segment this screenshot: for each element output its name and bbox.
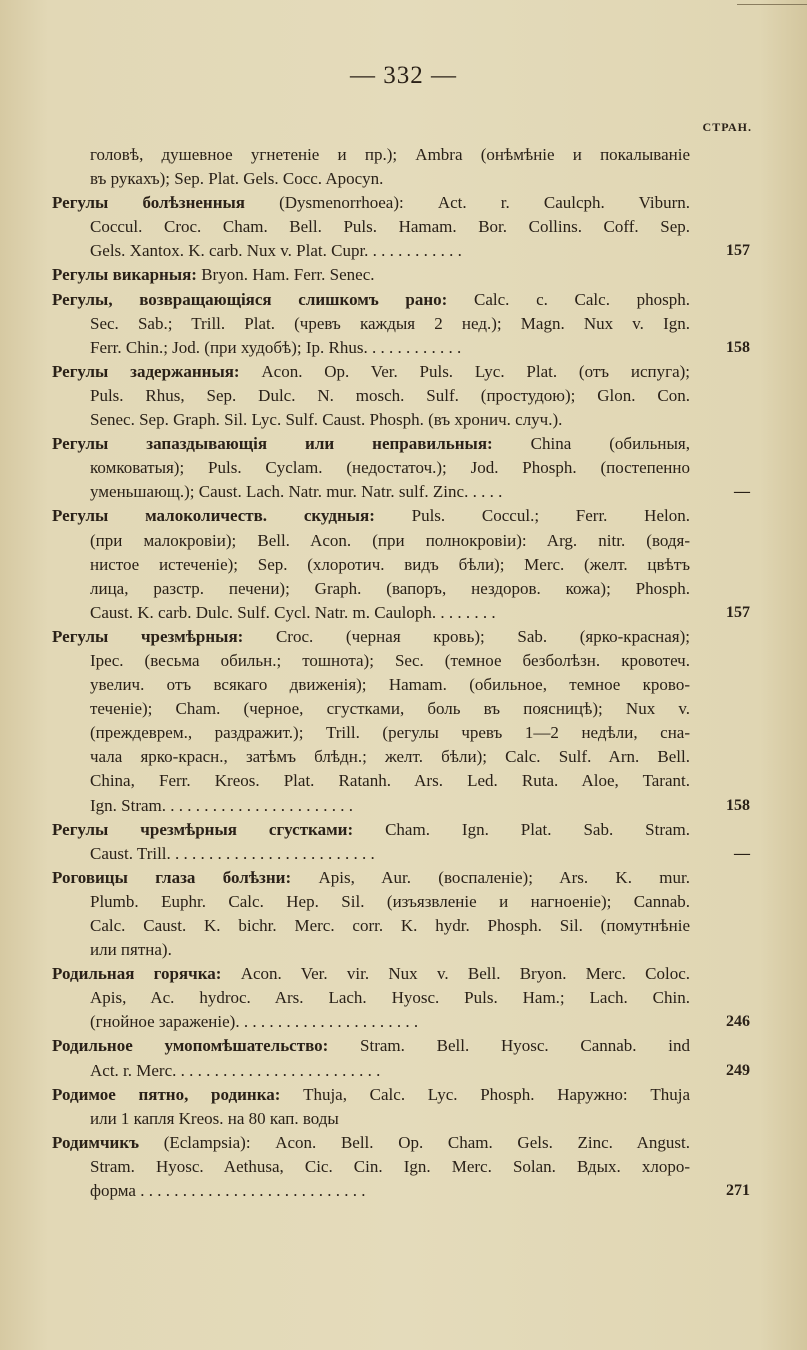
page-reference: 157 bbox=[726, 242, 750, 260]
index-entry bbox=[52, 432, 762, 504]
entry-line bbox=[52, 601, 762, 625]
page-number: — 332 — bbox=[350, 62, 457, 89]
entry-line-text: Caust. Trill. . . . . . . . . . . . . . . . . . . . . . . . . bbox=[90, 843, 375, 863]
entry-line bbox=[52, 938, 762, 962]
entry-line-text: Ign. Stram. . . . . . . . . . . . . . . . . . . . . . . bbox=[90, 795, 354, 815]
entry-line-text: Gels. Xantox. K. carb. Nux v. Plat. Cupr. . . . . . . . . . . . bbox=[90, 241, 462, 261]
index-entries bbox=[52, 143, 762, 1203]
page-reference: — bbox=[734, 844, 750, 862]
entry-headword: Регулы малоколичеств. скудныя: bbox=[52, 506, 412, 526]
entry-headword: Регулы задержанныя: bbox=[52, 361, 262, 381]
entry-line bbox=[52, 794, 762, 818]
entry-line-text: Stram. Hyosc. Aethusa, Cic. Cin. Ign. Merc. Solan. Вдых. хлоро- bbox=[90, 1156, 690, 1176]
entry-line-text bbox=[52, 504, 690, 528]
entry-line-text bbox=[52, 1034, 690, 1058]
entry-line bbox=[52, 673, 762, 697]
entry-line-text: комковатыя); Puls. Cyclam. (недостаточ.); Jod. Phosph. (постепенно bbox=[90, 458, 690, 478]
entry-text: Cham. Ign. Plat. Sab. Stram. bbox=[385, 819, 691, 839]
entry-line bbox=[52, 745, 762, 769]
entry-text: (Eclampsia): Acon. Bell. Op. Cham. Gels. Zinc. Angust. bbox=[163, 1132, 690, 1152]
entry-line-text: или пятна). bbox=[90, 940, 172, 960]
entry-line bbox=[52, 408, 762, 432]
entry-line-text bbox=[52, 1083, 690, 1107]
index-entry bbox=[52, 1083, 762, 1131]
entry-text: Stram. Bell. Hyosc. Cannab. ind bbox=[360, 1036, 691, 1056]
page-reference: — bbox=[734, 483, 750, 501]
entry-text: Acon. Op. Ver. Puls. Lyc. Plat. (отъ испуга); bbox=[261, 361, 691, 381]
entry-line-text: теченіе); Cham. (черное, сгустками, боль въ поясницѣ); Nux v. bbox=[90, 699, 690, 719]
entry-line bbox=[52, 384, 762, 408]
index-entry bbox=[52, 866, 762, 962]
index-entry bbox=[52, 1034, 762, 1082]
index-entry bbox=[52, 625, 762, 818]
entry-line bbox=[52, 818, 762, 842]
entry-line-text: нистое истеченіе); Sep. (хлоротич. видъ бѣли); Merc. (желт. цвѣтъ bbox=[90, 554, 690, 574]
entry-line-text: Ferr. Chin.; Jod. (при худобѣ); Ip. Rhus. . . . . . . . . . . . bbox=[90, 337, 462, 357]
entry-line-text: Calc. Caust. K. bichr. Merc. corr. K. hydr. Phosph. Sil. (помутнѣніе bbox=[90, 916, 690, 935]
entry-text: (Dysmenorrhoea): Act. r. Caulcph. Viburn. bbox=[279, 193, 691, 213]
entry-line-text: (при малокровіи); Bell. Acon. (при полнокровіи): Arg. nitr. (водя- bbox=[90, 530, 690, 550]
index-entry bbox=[52, 360, 762, 432]
entry-line bbox=[52, 215, 762, 239]
entry-line-text bbox=[52, 866, 690, 890]
entry-line bbox=[52, 191, 762, 215]
page-reference: 158 bbox=[726, 338, 750, 356]
entry-line-text bbox=[52, 432, 690, 456]
entry-line-text: или 1 капля Kreos. на 80 кап. воды bbox=[90, 1108, 339, 1128]
entry-text: Apis, Aur. (воспаленіе); Ars. K. mur. bbox=[318, 867, 690, 887]
entry-line bbox=[52, 962, 762, 986]
entry-line bbox=[52, 167, 762, 191]
entry-line bbox=[52, 721, 762, 745]
entry-line bbox=[52, 842, 762, 866]
entry-line-text: Senec. Sep. Graph. Sil. Lyc. Sulf. Caust. Phosph. (въ хронич. случ.). bbox=[90, 410, 563, 430]
page-reference: 249 bbox=[726, 1061, 750, 1079]
entry-text: Puls. Coccul.; Ferr. Helon. bbox=[411, 506, 690, 526]
entry-line-text: (гнойное зараженіе). . . . . . . . . . . . . . . . . . . . . . bbox=[90, 1012, 419, 1032]
entry-line-text: (преждеврем., раздражит.); Trill. (регулы чревъ 1—2 недѣли, сна- bbox=[90, 723, 690, 743]
entry-line bbox=[52, 504, 762, 528]
entry-line-text bbox=[52, 360, 690, 384]
entry-line-text: увелич. отъ всякаго движенія); Hamam. (обильное, темное крово- bbox=[90, 675, 690, 695]
entry-line-text: форма . . . . . . . . . . . . . . . . . . . . . . . . . . . bbox=[90, 1181, 366, 1201]
entry-text: Calc. c. Calc. phosph. bbox=[474, 289, 690, 309]
entry-line bbox=[52, 1034, 762, 1058]
entry-headword: Роговицы глаза болѣзни: bbox=[52, 867, 319, 887]
entry-line bbox=[52, 143, 762, 167]
entry-line-text: Sec. Sab.; Trill. Plat. (чревъ каждыя 2 нед.); Magn. Nux v. Ign. bbox=[90, 313, 690, 333]
index-entry bbox=[52, 288, 762, 360]
entry-line-text: лица, разстр. печени); Graph. (вапоръ, нездоров. кожа); Phosph. bbox=[90, 578, 690, 598]
entry-text: Bryon. Ham. Ferr. Senec. bbox=[201, 265, 375, 285]
entry-line bbox=[52, 1059, 762, 1083]
entry-line-text bbox=[52, 263, 690, 287]
entry-line bbox=[52, 986, 762, 1010]
entry-line bbox=[52, 890, 762, 914]
entry-line bbox=[52, 577, 762, 601]
entry-line bbox=[52, 312, 762, 336]
entry-line bbox=[52, 480, 762, 504]
entry-line-text: Puls. Rhus, Sep. Dulc. N. mosch. Sulf. (простудою); Glon. Con. bbox=[90, 385, 690, 405]
entry-line-text: головѣ, душевное угнетеніе и пр.); Ambra (онѣмѣніе и покалываніе bbox=[90, 145, 690, 164]
entry-line bbox=[52, 553, 762, 577]
entry-line bbox=[52, 1179, 762, 1203]
entry-line bbox=[52, 1083, 762, 1107]
entry-line bbox=[52, 914, 762, 938]
entry-line bbox=[52, 1131, 762, 1155]
entry-headword: Регулы запаздывающія или неправильныя: bbox=[52, 434, 531, 454]
entry-headword: Родимчикъ bbox=[52, 1132, 164, 1152]
index-entry bbox=[52, 818, 762, 866]
entry-line bbox=[52, 360, 762, 384]
entry-line bbox=[52, 1107, 762, 1131]
entry-headword: Родимое пятно, родинка: bbox=[52, 1084, 304, 1104]
entry-line bbox=[52, 239, 762, 263]
entry-line bbox=[52, 625, 762, 649]
entry-line-text: China, Ferr. Kreos. Plat. Ratanh. Ars. Led. Ruta. Aloe, Tarant. bbox=[90, 771, 690, 791]
entry-headword: Регулы чрезмѣрныя сгустками: bbox=[52, 819, 386, 839]
entry-line bbox=[52, 288, 762, 312]
entry-headword: Родильное умопомѣшательство: bbox=[52, 1036, 361, 1056]
entry-text: Thuja, Calc. Lyc. Phosph. Наружно: Thuja bbox=[303, 1084, 690, 1104]
entry-line bbox=[52, 866, 762, 890]
entry-line bbox=[52, 529, 762, 553]
entry-line-text bbox=[52, 818, 690, 842]
index-entry bbox=[52, 143, 762, 191]
page-reference: 271 bbox=[726, 1182, 750, 1200]
entry-line bbox=[52, 1010, 762, 1034]
entry-line bbox=[52, 769, 762, 793]
entry-line bbox=[52, 432, 762, 456]
top-rule bbox=[737, 0, 807, 5]
page-ref-column-header: СТРАН. bbox=[702, 120, 752, 134]
entry-line-text bbox=[52, 962, 690, 986]
page-reference: 246 bbox=[726, 1013, 750, 1031]
entry-text: Acon. Ver. vir. Nux v. Bell. Bryon. Merc. Coloc. bbox=[240, 964, 691, 984]
entry-line bbox=[52, 697, 762, 721]
entry-headword: Регулы чрезмѣрныя: bbox=[52, 626, 276, 646]
entry-line-text bbox=[52, 625, 690, 649]
index-entry bbox=[52, 263, 762, 287]
entry-line-text: Ipec. (весьма обильн.; тошнота); Sec. (темное безболѣзн. кровотеч. bbox=[90, 650, 690, 670]
entry-headword: Родильная горячка: bbox=[52, 964, 241, 984]
entry-line-text bbox=[52, 1131, 690, 1155]
entry-line-text: уменьшающ.); Caust. Lach. Natr. mur. Natr. sulf. Zinc. . . . . bbox=[90, 482, 503, 502]
entry-line-text: чала ярко-красн., затѣмъ блѣдн.; желт. бѣли); Calc. Sulf. Arn. Bell. bbox=[90, 747, 690, 767]
entry-line-text: Plumb. Euphr. Calc. Hep. Sil. (изъязвленіе и нагноеніе); Cannab. bbox=[90, 891, 690, 911]
entry-line-text bbox=[52, 191, 690, 215]
entry-text: China (обильныя, bbox=[530, 434, 691, 454]
index-entry bbox=[52, 962, 762, 1034]
entry-text: Croc. (черная кровь); Sab. (ярко-красная); bbox=[275, 626, 691, 646]
entry-line-text: Act. r. Merc. . . . . . . . . . . . . . . . . . . . . . . . . bbox=[90, 1060, 381, 1080]
entry-line-text: Coccul. Croc. Cham. Bell. Puls. Hamam. Bor. Collins. Coff. Sep. bbox=[90, 217, 690, 237]
entry-headword: Регулы, возвращающіяся слишкомъ рано: bbox=[52, 289, 475, 309]
entry-line bbox=[52, 336, 762, 360]
entry-headword: Регулы викарныя: bbox=[52, 265, 202, 285]
index-entry bbox=[52, 1131, 762, 1203]
entry-line-text: въ рукахъ); Sep. Plat. Gels. Cocc. Apocyn. bbox=[90, 169, 384, 189]
index-entry bbox=[52, 191, 762, 263]
entry-line-text: Apis, Ac. hydroc. Ars. Lach. Hyosc. Puls. Ham.; Lach. Chin. bbox=[90, 988, 690, 1008]
page-reference: 158 bbox=[726, 796, 750, 814]
entry-line-text bbox=[52, 288, 690, 312]
entry-line-text: Caust. K. carb. Dulc. Sulf. Cycl. Natr. m. Cauloph. . . . . . . . bbox=[90, 602, 496, 622]
entry-line bbox=[52, 649, 762, 673]
entry-line bbox=[52, 263, 762, 287]
entry-headword: Регулы болѣзненныя bbox=[52, 193, 280, 213]
entry-line bbox=[52, 1155, 762, 1179]
page-reference: 157 bbox=[726, 603, 750, 621]
entry-line bbox=[52, 456, 762, 480]
index-entry bbox=[52, 504, 762, 624]
